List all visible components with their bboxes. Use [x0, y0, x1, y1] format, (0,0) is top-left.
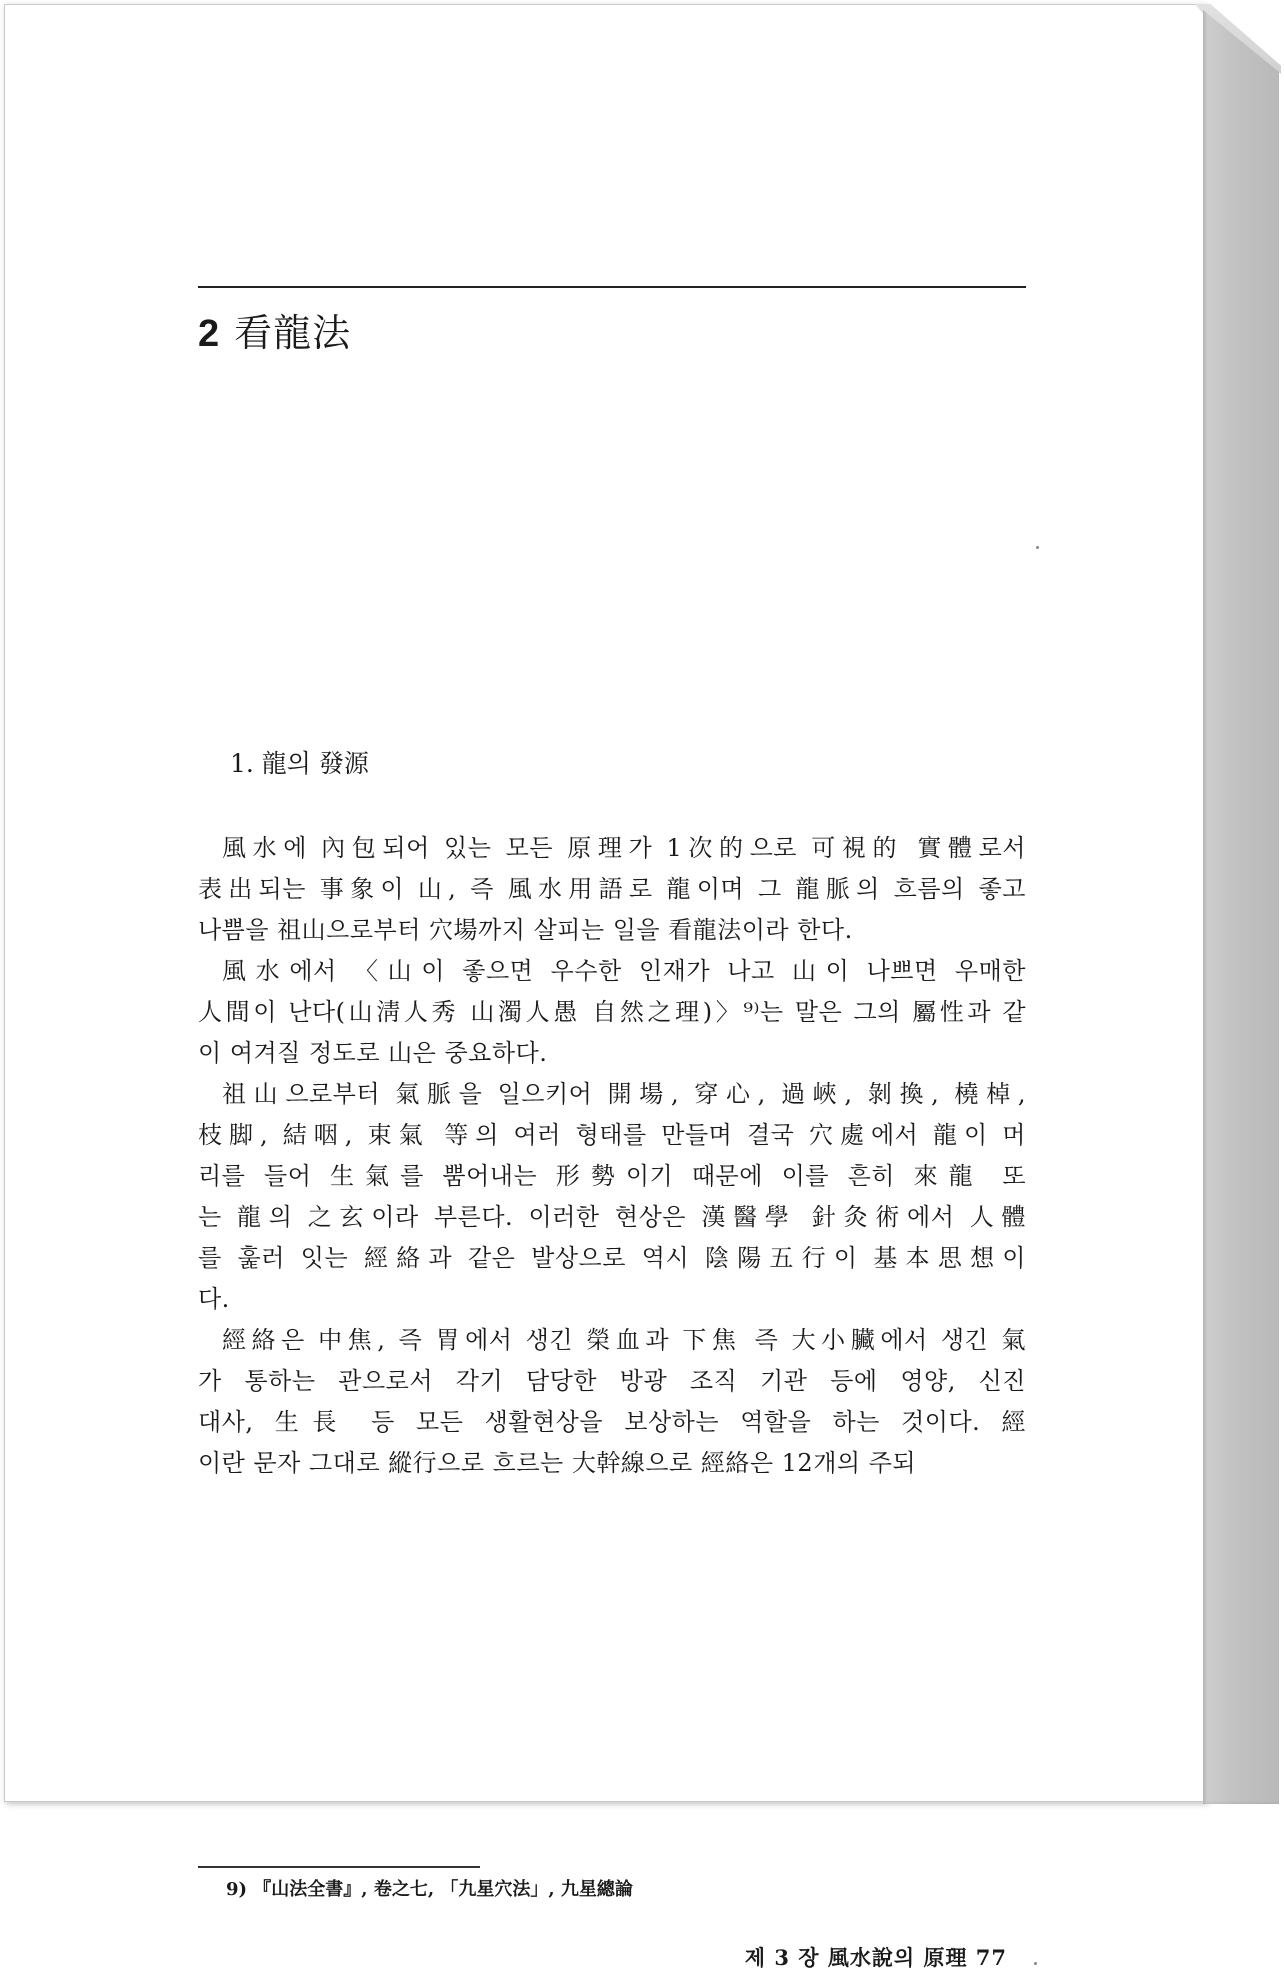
page-edge-side: [1203, 10, 1279, 1804]
paragraph-line: 人間이 난다(山淸人秀 山濁人愚 自然之理)〉⁹⁾는 말은 그의 屬性과 같: [198, 998, 1026, 1026]
paragraph-line: 대사, 生長 등 모든 생활현상을 보상하는 역할을 하는 것이다. 經: [198, 1408, 1026, 1436]
paragraph-line: 리를 들어 生氣를 뿜어내는 形勢이기 때문에 이를 흔히 來龍 또: [198, 1162, 1026, 1190]
paragraph-line: 를 훑러 잇는 經絡과 같은 발상으로 역시 陰陽五行이 基本思想이: [198, 1244, 1026, 1272]
scan-speck: [1036, 546, 1039, 549]
paragraph-line: 이 여겨질 정도로 山은 중요하다.: [198, 1039, 548, 1067]
paragraph-line: 表出되는 事象이 山, 즉 風水用語로 龍이며 그 龍脈의 흐름의 좋고: [198, 875, 1026, 903]
paragraph-line: 이란 문자 그대로 縱行으로 흐르는 大幹線으로 經絡은 12개의 주되: [198, 1449, 917, 1477]
paragraph-line: 祖山으로부터 氣脈을 일으키어 開場, 穿心, 過峽, 剝換, 橈棹,: [222, 1080, 1026, 1108]
paragraph-line: 枝脚, 結咽, 束氣 等의 여러 형태를 만들며 결국 穴處에서 龍이 머: [198, 1121, 1026, 1149]
footnote-rule: [198, 1866, 480, 1868]
running-footer: 제 3 장 風水說의 原理 77: [744, 1945, 1007, 1970]
chapter-number: 2: [198, 313, 221, 355]
paragraph-line: 는 龍의 之玄이라 부른다. 이러한 현상은 漢醫學 針灸術에서 人體: [198, 1203, 1026, 1231]
paragraph-line: 風水에서 〈山이 좋으면 우수한 인재가 나고 山이 나쁘면 우매한: [222, 957, 1026, 985]
paragraph-line: 다.: [198, 1285, 230, 1313]
body-text: [198, 828, 1026, 1484]
chapter-title: [198, 302, 351, 357]
paragraph-line: 風水에 內包되어 있는 모든 原理가 1次的으로 可視的 實體로서: [222, 834, 1026, 862]
paragraph-line: 가 통하는 관으로서 각기 담당한 방광 조직 기관 등에 영양, 신진: [198, 1367, 1026, 1395]
footnote: 9) 『山法全書』, 卷之七, 「九星穴法」, 九星總論: [226, 1879, 633, 1900]
chapter-title-text: 看龍法: [234, 311, 352, 355]
chapter-rule: [198, 286, 1026, 288]
paragraph-line: 나쁨을 祖山으로부터 穴場까지 살피는 일을 看龍法이라 한다.: [198, 916, 853, 944]
section-heading: 1. 龍의 發源: [230, 749, 369, 778]
scan-speck: [1034, 1962, 1037, 1965]
paragraph-line: 經絡은 中焦, 즉 胃에서 생긴 榮血과 下焦 즉 大小臟에서 생긴 氣: [222, 1326, 1026, 1354]
